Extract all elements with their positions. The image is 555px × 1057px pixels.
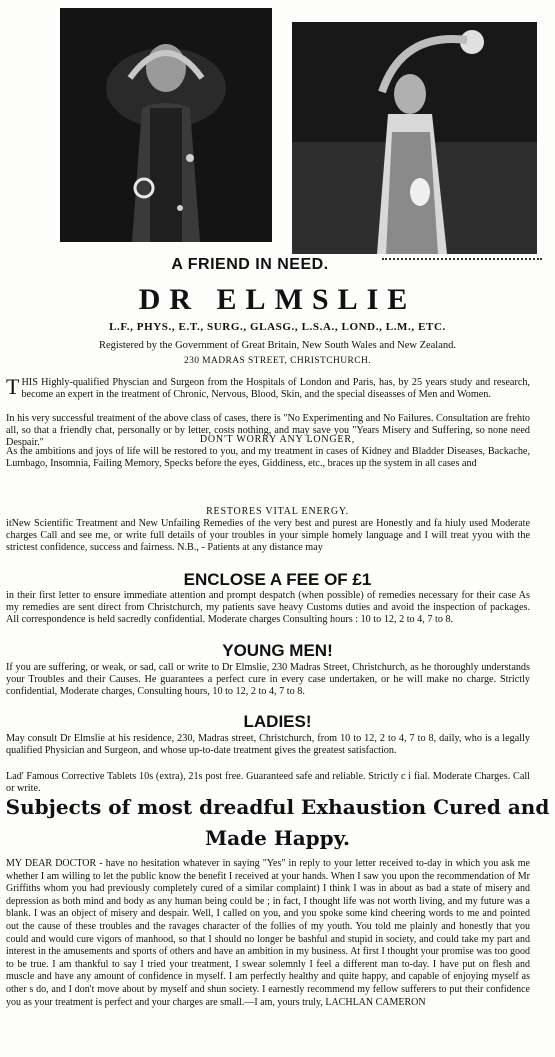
treatment-paragraph: In his very successful treatment of the above class of cases, there is "No Experimenting and No Failures. Consultation are frehto all, so that a friendly chat, personally or by letter, costs nothing, and may save you "Years Misery and Suffering, so none need Despair.": [6, 413, 530, 449]
woman-with-raised-arm-illustration-icon: [292, 22, 537, 254]
worry-heading: DON'T WORRY ANY LONGER,: [199, 434, 356, 445]
intro-paragraph: [6, 374, 530, 401]
woman-figure-illustration-icon: [60, 8, 272, 242]
ladies-heading: LADIES!: [243, 712, 312, 731]
drop-cap: T: [6, 374, 20, 399]
fee-heading: ENCLOSE A FEE OF £1: [183, 570, 372, 589]
restores-paragraph: itNew Scientific Treatment and New Unfailing Remedies of the very best and purest are Honestly and fa hiuly used Moderate charges Call and see me, or write full details of your troubles in your simple homely language and I will treat yyou with the strictest confidence, success and fairness. N.B., - Patients at any distance may: [6, 518, 530, 554]
worry-paragraph: As the ambitions and joys of life will be restored to you, and my treatment in cases of Kidney and Bladder Diseases, Backache, Lumbago, Insomnia, Failing Memory, Specks before the eyes, Giddiness, etc., braces up the system in all cases and: [6, 446, 530, 470]
doctor-qualifications: L.F., PHYS., E.T., SURG., GLASG., L.S.A., LOND., L.M., ETC.: [109, 321, 446, 333]
ornament-divider: [382, 258, 542, 266]
subjects-heading: Subjects of most dreadful Exhaustion Cured and Made Happy.: [5, 795, 550, 850]
headline: A FRIEND IN NEED.: [171, 256, 329, 273]
ladies-paragraph: May consult Dr Elmslie at his residence, 230, Madras street, Christchurch, from 10 to 12, 2 to 4, 7 to 8, daily, who is a legally qualified Physician and Surgeon, and whose up-to-date treatment gives the greatest satisfaction.: [6, 733, 530, 757]
tablets-paragraph: Lad' Famous Corrective Tablets 10s (extra), 21s post free. Guaranteed safe and reliable. Strictly c i fial. Moderate Charges. Call or write.: [6, 771, 530, 795]
young-men-heading: YOUNG MEN!: [222, 641, 333, 660]
right-illustration: [292, 22, 537, 254]
young-men-paragraph: If you are suffering, or weak, or sad, call or write to Dr Elmslie, 230 Madras Street, Christchurch, as he thoroughly understands your Troubles and their Causes. He guarantees a perfect cure in every case undertaken, or he will make no charge. Strictly confidential, Moderate charges, Consulting hours, 10 to 12, 2 to 4, 7 to 8.: [6, 662, 530, 698]
left-illustration: [60, 8, 272, 242]
fee-paragraph: in their first letter to ensure immediate attention and prompt despatch (when possible) of remedies necessary for their case As my remedies are sent direct from Christchurch, my patients save heavy Customs duties and avoid the inspection of packages. All correspondence is held sacredly confidential. Moderate charges Consulting hours : 10 to 12, 2 to 4, 7 to 8.: [6, 590, 530, 626]
testimonial-letter: MY DEAR DOCTOR - have no hesitation whatever in saying "Yes" in reply to your letter received to-day in which you ask me whether I am willing to let the public know the benefit I received at your hands. When I saw you upon the recommendation of Mr Griffiths whom you had previously completely cured of a similar complaint) I think I was in about as bad a state of misery and depression as both mind and body as any human being could be ; in fact, I thought life was not worth living, and my future was a blank. I was an object of misery and despair. Well, I called on you, and you spoke some kind cheering words to me and pointed out the cause of these troubles and the ravages character of the follies of my youth. You told me plainly and honestly that you could and would cure vigors of manhood, so that I should no longer be bashful and stupid in society, and could take my part and interest in the amusements and sports of others and have an ambition in my business. At first I thought your promise was too good to be true. I am thankful to say I tried your treatment, I swear solemnly I feel a different man to-day. I have put on flesh and muscle and have any amount of confidence in myself. I am perfectly healthy and quite happy, and capable of enjoying myself as other s do, and I don't move about by myself and shun society. I earnestly recommend my fellow sufferers to put their confidence you as your treatment is perfect and your charges are small.—I am, yours truly, LACHLAN CAMERON: [6, 858, 530, 1008]
registration-line: Registered by the Government of Great Britain, New South Wales and New Zealand.: [98, 340, 457, 351]
doctor-address: 230 MADRAS STREET, CHRISTCHURCH.: [183, 356, 372, 366]
restores-heading: RESTORES VITAL ENERGY.: [206, 506, 349, 517]
doctor-name: DR ELMSLIE: [138, 283, 417, 316]
intro-text: HIS Highly-qualified Physcian and Surgeon from the Hospitals of London and Paris, has, by 25 years study and research, become an expert in the treatment of Chronic, Nervous, Blood, Skin, and the special diseasses of Men and Women.: [21, 377, 530, 401]
